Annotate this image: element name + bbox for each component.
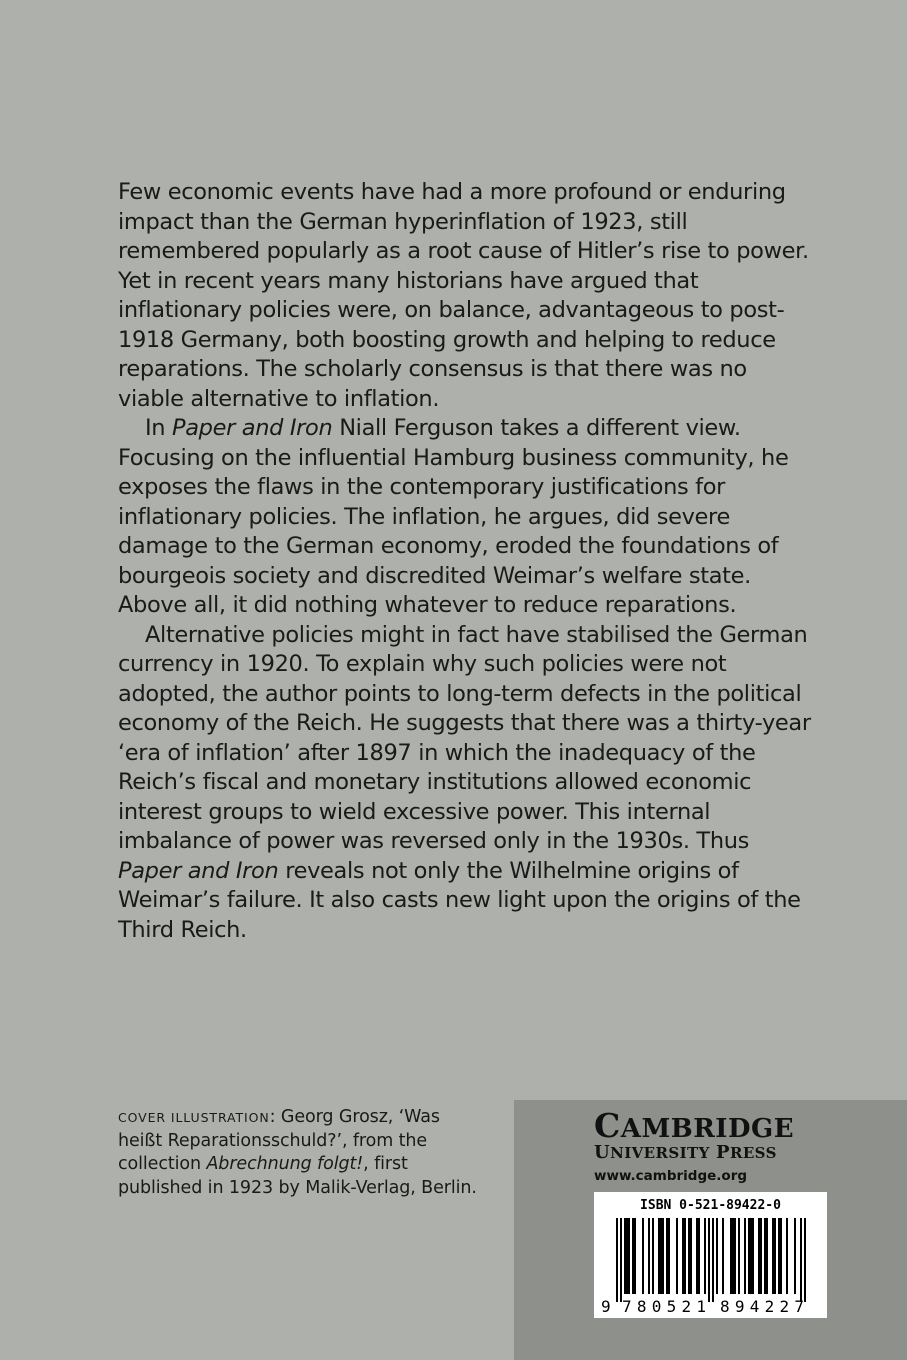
- barcode-bar: [786, 1218, 788, 1294]
- publisher-panel: [514, 1100, 907, 1360]
- barcode-bar: [632, 1218, 636, 1294]
- barcode-bar: [758, 1218, 762, 1294]
- publisher-logo: [594, 1106, 794, 1145]
- barcode-bar: [730, 1218, 736, 1294]
- publisher-name: CAMBRIDGE: [594, 1106, 795, 1145]
- blurb-paragraph-1: Few economic events have had a more profound or enduring impact than the German hyperinflation of 1923, still remembered popularly as a root cause of Hitler’s rise to power. Yet in recent years many historians have argued that inflationary policies were, on balance, advantageous to post-1918 Germany, both boosting growth and helping to reduce reparations. The scholarly consensus is that there was no viable alternative to inflation.: [118, 179, 809, 412]
- barcode-bar: [772, 1218, 776, 1294]
- blurb-p3-post: reveals not only the Wilhelmine origins of Weimar’s failure. It also casts new light upon the origins of the Third Reich.: [118, 857, 801, 943]
- book-title-inline: Paper and Iron: [118, 857, 279, 884]
- barcode-image: [594, 1192, 827, 1318]
- barcode-bars: [616, 1218, 806, 1302]
- back-cover-blurb: [118, 178, 818, 945]
- barcode-bar: [688, 1218, 692, 1294]
- credit-text-2: , first published in 1923 by Malik-Verlag, Berlin.: [118, 1154, 477, 1198]
- barcode-bar: [696, 1218, 700, 1294]
- barcode-bar: [738, 1218, 740, 1294]
- barcode-bar: [804, 1218, 806, 1302]
- blurb-p2-pre: In: [145, 415, 172, 441]
- barcode-bar: [682, 1218, 686, 1294]
- barcode-bar: [642, 1218, 644, 1294]
- barcode-bar: [648, 1218, 650, 1294]
- cover-illustration-credit: [118, 1106, 478, 1200]
- isbn-number: ISBN 0-521-89422-0: [640, 1198, 781, 1213]
- barcode-bar: [800, 1218, 802, 1302]
- barcode-bar: [676, 1218, 678, 1294]
- barcode-bar: [620, 1218, 622, 1302]
- credit-text-1: Georg Grosz, ‘Was heißt Reparationsschuld?’, from the collection: [118, 1107, 440, 1174]
- credit-collection-title: Abrechnung folgt!: [206, 1154, 364, 1174]
- blurb-paragraph-2: [118, 414, 818, 621]
- credit-label: COVER ILLUSTRATION: [118, 1110, 270, 1125]
- publisher-subname-text: UNIVERSITY PRESS: [594, 1142, 777, 1163]
- ean-left-digits: 780521: [622, 1297, 706, 1316]
- barcode-bar: [704, 1218, 706, 1294]
- ean-first-digit: 9: [601, 1297, 611, 1316]
- barcode-bar: [716, 1218, 718, 1294]
- blurb-p3-pre: Alternative policies might in fact have stabilised the German currency in 1920. To explain why such policies were not adopted, the author points to long-term defects in the political economy of the Reich. He suggests that there was a thirty-year ‘era of inflation’ after 1897 in which the inadequacy of the Reich’s fiscal and monetary institutions allowed economic interest groups to wield excessive power. This internal imbalance of power was reversed only in the 1930s. Thus: [118, 621, 811, 854]
- blurb-p2-post: Niall Ferguson takes a different view. Focusing on the influential Hamburg business community, he exposes the flaws in the contemporary justifications for inflationary policies. The inflation, he argues, did severe damage to the German economy, eroded the foundations of bourgeois society and discredited Weimar’s welfare state. Above all, it did nothing whatever to reduce reparations.: [118, 415, 789, 618]
- blurb-paragraph-3: [118, 621, 818, 946]
- barcode-bar: [748, 1218, 754, 1294]
- barcode-bar: [624, 1218, 630, 1294]
- barcode-label: [594, 1192, 827, 1318]
- barcode-bar: [658, 1218, 664, 1294]
- barcode-bar: [712, 1218, 714, 1302]
- barcode-bar: [652, 1218, 654, 1294]
- barcode-bar: [794, 1218, 796, 1294]
- barcode-bar: [778, 1218, 782, 1294]
- publisher-subname: [594, 1142, 777, 1163]
- barcode-bar: [744, 1218, 746, 1294]
- credit-colon: :: [269, 1107, 276, 1127]
- barcode-bar: [666, 1218, 670, 1294]
- ean-right-digits: 894227: [720, 1297, 804, 1316]
- publisher-url: www.cambridge.org: [594, 1168, 748, 1184]
- barcode-bar: [616, 1218, 618, 1302]
- barcode-bar: [708, 1218, 710, 1302]
- barcode-bar: [722, 1218, 724, 1294]
- barcode-bar: [764, 1218, 768, 1294]
- book-title-inline: Paper and Iron: [172, 415, 333, 441]
